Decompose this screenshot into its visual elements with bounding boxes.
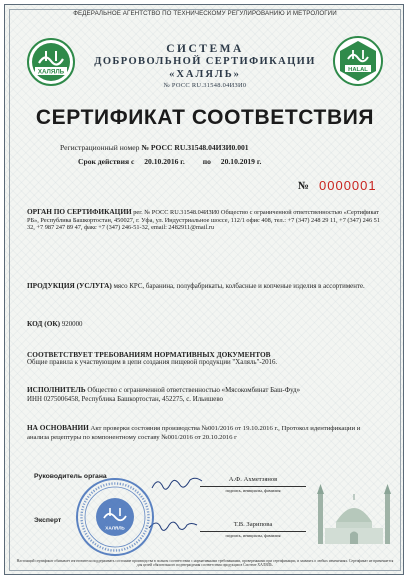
code-heading: КОД (ОК) (27, 319, 61, 328)
validity-line (78, 157, 261, 166)
requirements-section (27, 351, 383, 368)
organ-text: рег. № РОСС RU.31548.04ИЗИ0 Общество с ограниченной ответственностью «Сертификат РБ», Республика Башкортостан, 450027, г. Уфа, ул. Индустриальное шоссе, 112/1 офис 408, тел.: +7 (347) 248 29 11, +7 (347) 246 51 32, +7 987 247 89 47, факс +7 (347) 246-51-32, email: 2482911@mail.ru (27, 209, 380, 232)
product-section (27, 282, 383, 291)
requirements-heading: СООТВЕТСТВУЕТ ТРЕБОВАНИЯМ НОРМАТИВНЫХ ДОКУМЕНТОВ (27, 350, 271, 359)
expert-signature-line (200, 531, 306, 532)
head-caption: подпись, инициалы, фамилия (225, 488, 281, 493)
reg-number: № РОСС RU.31548.04ИЗИ0.001 (141, 143, 249, 152)
organ-section (27, 208, 383, 232)
valid-to: 20.10.2019 г. (220, 157, 262, 166)
registration-line (60, 143, 249, 152)
basis-section (27, 424, 383, 442)
valid-from: 20.10.2016 г. (144, 157, 185, 166)
requirements-text: Общие правила к участвующим в цепи создания пищевой продукции "Халяль"-2016. (27, 359, 278, 367)
right-halal-logo (332, 35, 384, 87)
expert-name: Т.В. Зарипова (233, 521, 273, 528)
head-signature-line (200, 486, 306, 487)
stamp-text: ХАЛЯЛЬ (105, 525, 125, 531)
code-section (27, 320, 383, 329)
certificate-title: СЕРТИФИКАТ СООТВЕТСТВИЯ (35, 106, 375, 129)
executor-line2: ИНН 0275006458, Республика Башкортостан, 452275, с. Ильишево (27, 396, 223, 403)
right-logo-text: HALAL (348, 66, 368, 73)
head-label: Руководитель органа (34, 473, 107, 480)
organ-stamp (74, 476, 156, 558)
executor-heading: ИСПОЛНИТЕЛЬ (27, 385, 86, 394)
basis-text: Акт проверки состояния производства №001/2016 от 19.10.2016 г., Протокол идентификации и анализа рецептуры по компонентному составу №001/2016 от 20.10.2016 г (27, 425, 361, 441)
system-line-1: СИСТЕМА (166, 43, 244, 55)
code-value: 920000 (61, 321, 83, 328)
agency-name: ФЕДЕРАЛЬНОЕ АГЕНТСТВО ПО ТЕХНИЧЕСКОМУ РЕГУЛИРОВАНИЮ И МЕТРОЛОГИИ (73, 10, 337, 17)
left-halal-logo (26, 37, 76, 87)
system-line-2: ДОБРОВОЛЬНОЙ СЕРТИФИКАЦИИ (94, 56, 316, 67)
expert-label: Эксперт (34, 517, 62, 524)
system-reg-number: № РОСС RU.31548.04ИЗИ0 (163, 82, 247, 89)
valid-to-label: по (202, 157, 211, 166)
reg-label: Регистрационный номер (60, 143, 140, 152)
mosque-illustration (312, 478, 396, 550)
expert-caption: подпись, инициалы, фамилия (225, 533, 281, 538)
system-line-3: «ХАЛЯЛЬ» (169, 69, 241, 80)
number-label: № (298, 180, 310, 192)
footer-note: Настоящий сертификат обязывает изготовителя поддерживать состояние производства в полном соответствии с нормативными требованиями, проверенными при сертификации, и заявлять о любых изменениях. Сертификат не применяется для целей обязательного подтверждения соответствия продукции в Системе ХАЛЯЛЬ. (16, 559, 394, 568)
basis-heading: НА ОСНОВАНИИ (27, 423, 89, 432)
product-text: мясо КРС, баранина, полуфабрикаты, колбасные и копченые изделия в ассортименте. (113, 283, 365, 290)
head-name: А.Ф. Ахметзянов (228, 476, 278, 483)
executor-line1: Общество с ограниченной ответственностью «Мясокомбинат Баш-Фуд» (87, 387, 301, 394)
executor-section (27, 385, 383, 404)
product-heading: ПРОДУКЦИЯ (УСЛУГА) (27, 281, 112, 290)
left-logo-text: ХАЛЯЛЬ (37, 68, 65, 76)
certificate-number: 0000001 (319, 178, 377, 193)
valid-label: Срок действия с (78, 157, 135, 166)
head-handwritten-signature (150, 476, 204, 492)
organ-heading: ОРГАН ПО СЕРТИФИКАЦИИ (27, 207, 132, 216)
